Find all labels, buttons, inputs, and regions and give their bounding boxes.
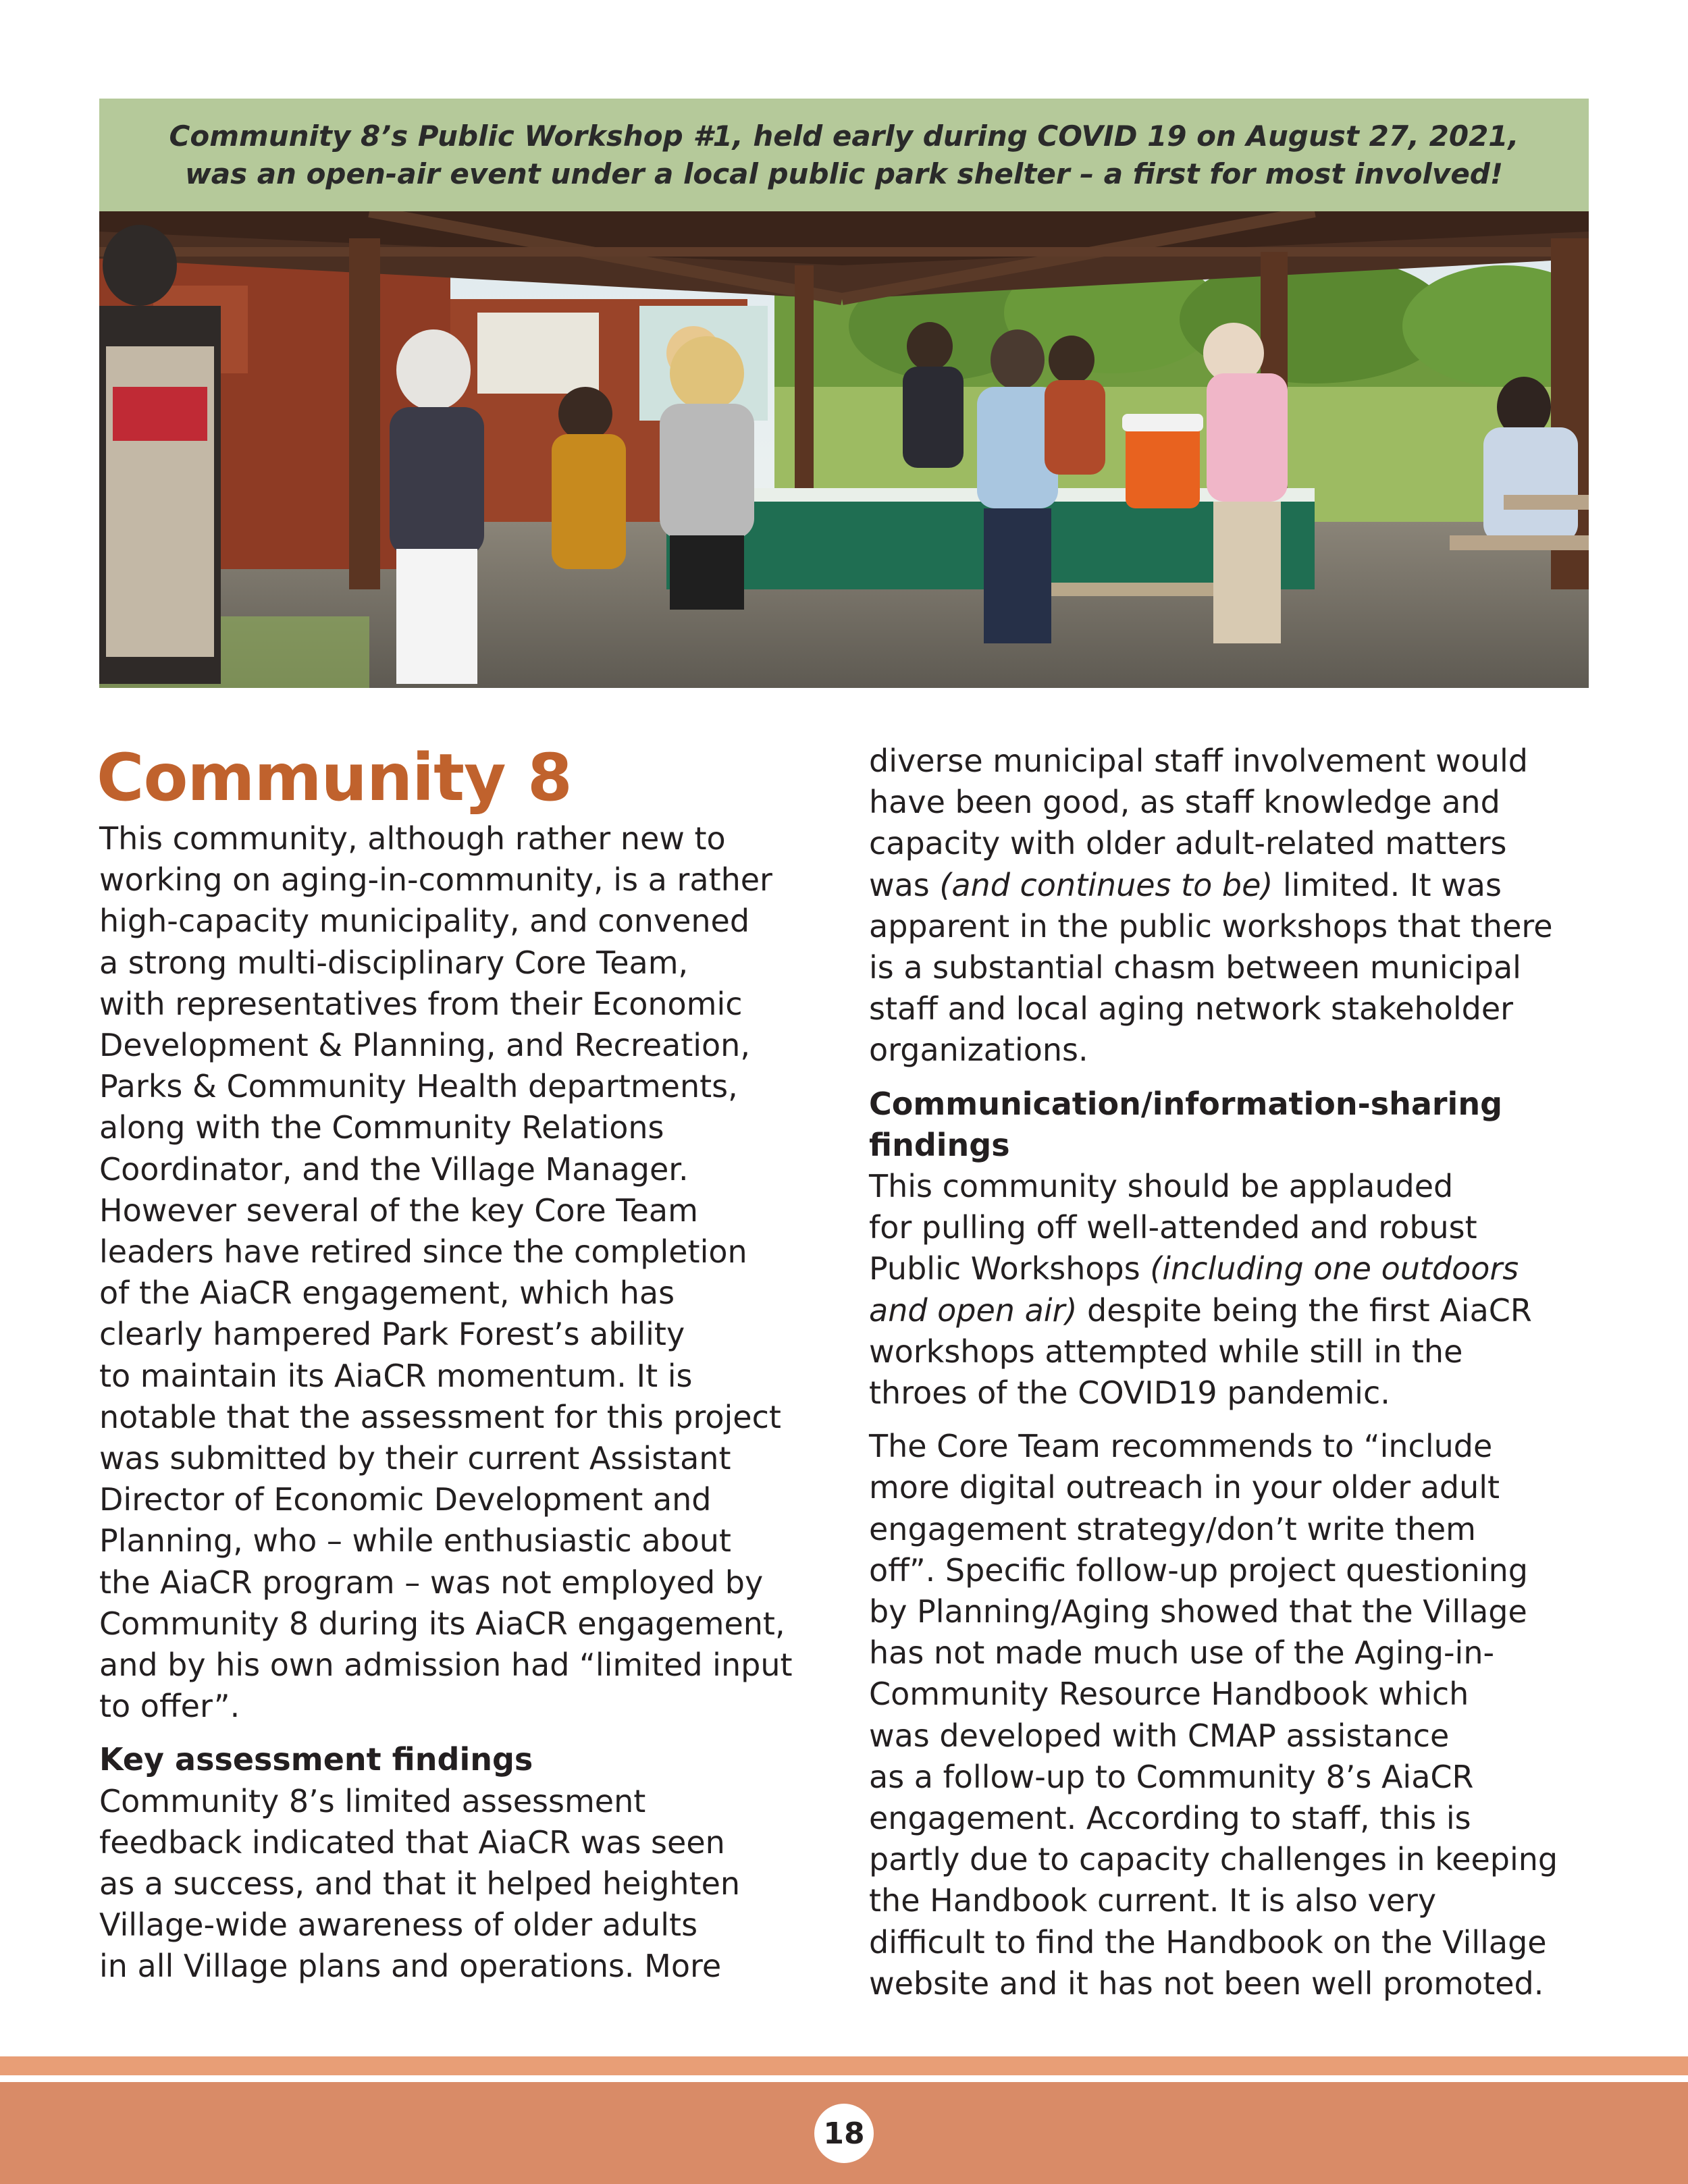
text-line: This community, although rather new to: [99, 820, 726, 857]
text-line: leaders have retired since the completion: [99, 1233, 747, 1271]
text-line: and by his own admission had “limited input: [99, 1647, 793, 1684]
text-line: [869, 865, 1598, 906]
italic-run: and open air): [869, 1291, 1078, 1329]
text-line: clearly hampered Park Forest’s ability: [99, 1316, 685, 1353]
text-line: The Core Team recommends to “include: [869, 1428, 1493, 1465]
text-line: off”. Specific follow-up project questioning: [869, 1551, 1528, 1589]
intro-paragraph: [99, 818, 828, 1727]
text-line: more digital outreach in your older adult: [869, 1469, 1500, 1506]
page-number: 18: [814, 2104, 874, 2163]
text-line: the Handbook current. It is also very: [869, 1882, 1437, 1919]
text-line: difficult to find the Handbook on the Village: [869, 1923, 1547, 1961]
communication-heading-cont: findings: [869, 1126, 1010, 1163]
text-run: limited. It was: [1273, 866, 1502, 903]
text-line: feedback indicated that AiaCR was seen: [99, 1823, 725, 1861]
text-run: was: [869, 866, 940, 903]
text-line: have been good, as staff knowledge and: [869, 784, 1500, 821]
text-line: Community 8’s limited assessment: [99, 1782, 646, 1819]
text-line: was developed with CMAP assistance: [869, 1717, 1450, 1754]
text-line: engagement strategy/don’t write them: [869, 1510, 1476, 1547]
footer-stripe-gap: [0, 2075, 1688, 2082]
workshop-photo: [99, 211, 1589, 688]
communication-heading: Communication/information-sharing: [869, 1085, 1502, 1122]
text-line: This community should be applauded: [869, 1168, 1454, 1205]
text-run: despite being the first AiaCR: [1077, 1291, 1532, 1329]
text-line: organizations.: [869, 1032, 1088, 1069]
text-line: high-capacity municipality, and convened: [99, 903, 750, 940]
text-line: as a success, and that it helped heighten: [99, 1865, 741, 1902]
text-line: has not made much use of the Aging-in-: [869, 1634, 1495, 1672]
text-line: to maintain its AiaCR momentum. It is: [99, 1357, 693, 1394]
text-line: to offer”.: [99, 1688, 240, 1725]
text-line: Coordinator, and the Village Manager.: [99, 1150, 689, 1188]
text-line: Parks & Community Health departments,: [99, 1068, 738, 1105]
key-findings-paragraph: [99, 1781, 828, 1988]
text-line: Community Resource Handbook which: [869, 1676, 1469, 1713]
caption-line-2: was an open-air event under a local public park shelter – a first for most involved!: [184, 157, 1504, 190]
text-line: partly due to capacity challenges in keeping: [869, 1841, 1558, 1878]
text-line: Director of Economic Development and: [99, 1481, 712, 1518]
text-line: diverse municipal staff involvement would: [869, 743, 1528, 779]
left-column: [99, 737, 828, 1988]
right-column: [869, 741, 1598, 2004]
footer-stripe: [0, 2056, 1688, 2075]
text-line: was submitted by their current Assistant: [99, 1440, 731, 1477]
text-line: notable that the assessment for this project: [99, 1398, 781, 1435]
text-line: website and it has not been well promoted.: [869, 1965, 1544, 2002]
text-line: as a follow-up to Community 8’s AiaCR: [869, 1758, 1474, 1795]
text-line: Community 8 during its AiaCR engagement,: [99, 1605, 785, 1642]
communication-paragraph: [869, 1166, 1598, 1414]
text-line: the AiaCR program – was not employed by: [99, 1564, 764, 1601]
text-line: working on aging-in-community, is a rather: [99, 861, 772, 899]
photo-caption: [99, 99, 1589, 211]
text-line: throes of the COVID19 pandemic.: [869, 1375, 1390, 1412]
key-findings-heading: Key assessment findings: [99, 1741, 533, 1778]
text-line: a strong multi-disciplinary Core Team,: [99, 944, 689, 981]
text-line: is a substantial chasm between municipal: [869, 949, 1521, 986]
caption-line-1: Community 8’s Public Workshop #1, held early during COVID 19 on August 27, 2021,: [169, 119, 1519, 153]
text-line: for pulling off well-attended and robust: [869, 1209, 1477, 1246]
text-line: However several of the key Core Team: [99, 1192, 698, 1229]
italic-run: (and continues to be): [939, 866, 1273, 903]
italic-run: (including one outdoors: [1150, 1250, 1519, 1287]
text-line: workshops attempted while still in the: [869, 1333, 1463, 1370]
text-run: Public Workshops: [869, 1250, 1151, 1287]
text-line: by Planning/Aging showed that the Village: [869, 1593, 1527, 1630]
text-line: Planning, who – while enthusiastic about: [99, 1522, 731, 1560]
section-title: Community 8: [97, 740, 572, 816]
text-line: [869, 1248, 1598, 1289]
text-line: engagement. According to staff, this is: [869, 1800, 1471, 1837]
text-line: of the AiaCR engagement, which has: [99, 1275, 675, 1312]
text-line: capacity with older adult-related matters: [869, 825, 1507, 862]
text-line: staff and local aging network stakeholder: [869, 990, 1514, 1028]
core-team-paragraph: [869, 1426, 1598, 2004]
text-line: with representatives from their Economic: [99, 985, 743, 1022]
text-line: [869, 1290, 1598, 1331]
text-line: in all Village plans and operations. More: [99, 1948, 722, 1985]
workshop-photo-illustration: [99, 211, 1589, 688]
text-line: Village-wide awareness of older adults: [99, 1907, 698, 1944]
text-line: along with the Community Relations: [99, 1109, 664, 1146]
text-line: Development & Planning, and Recreation,: [99, 1027, 750, 1064]
text-line: apparent in the public workshops that there: [869, 907, 1553, 944]
continued-paragraph: [869, 741, 1598, 1071]
